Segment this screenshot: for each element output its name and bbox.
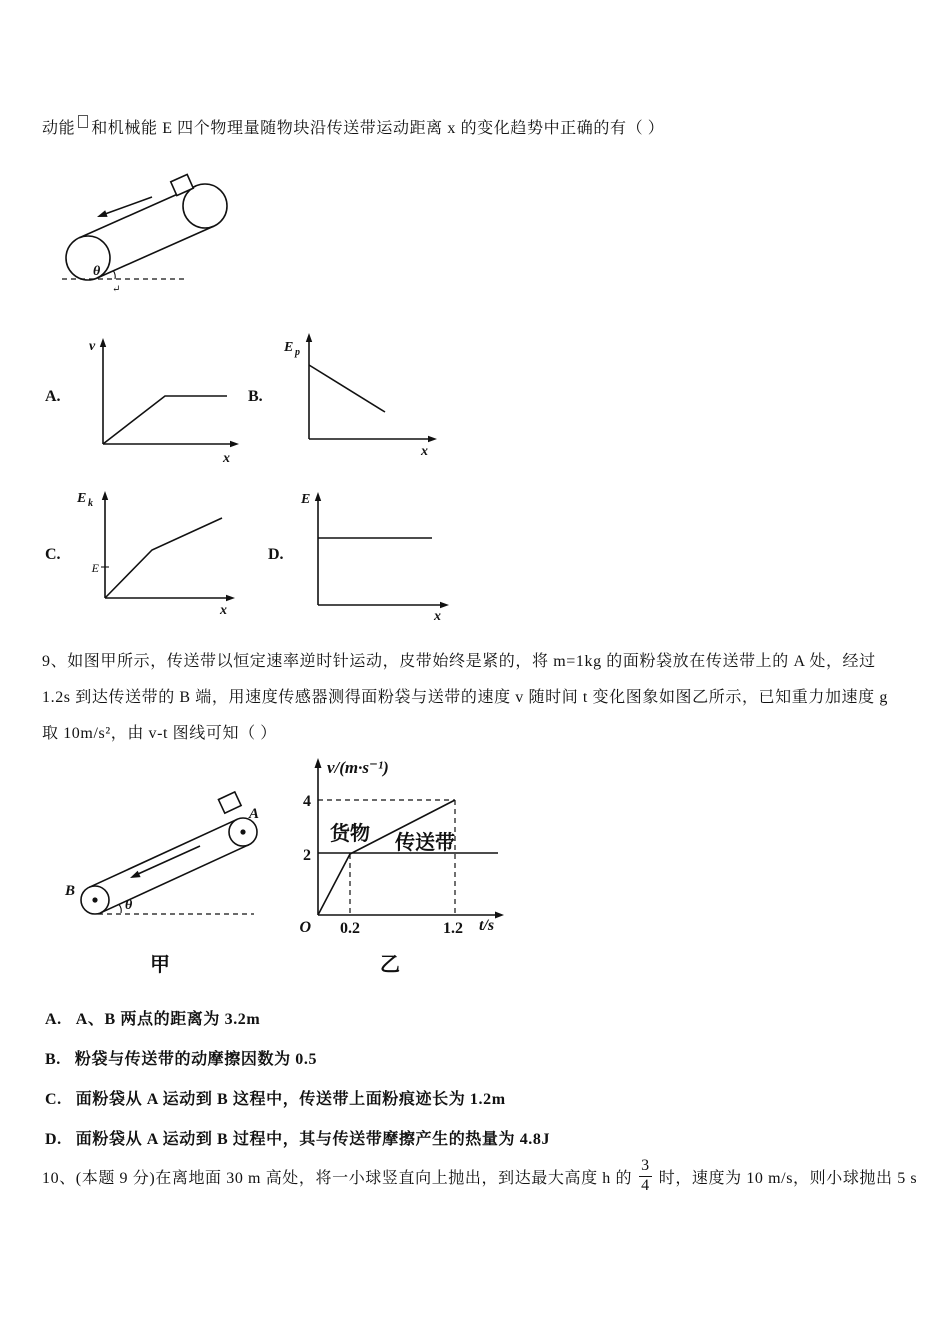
q9-option-c (45, 1086, 506, 1109)
x-axis-label: x (421, 444, 428, 459)
curve-ek-x (105, 518, 222, 598)
roller-b-axle (92, 897, 97, 902)
q8-stem-pre: 动能 (42, 120, 76, 137)
paragraph-return-mark: ↵ (112, 284, 121, 295)
q8-graph-b (283, 327, 448, 467)
point-a-label: A (249, 806, 260, 822)
q9-figure-jia (52, 782, 292, 947)
belt-lower-edge (101, 845, 249, 913)
q10-stem-post: 时，速度为 10 m/s，则小球抛出 5 s (658, 1169, 918, 1187)
y-axis-label: v/(m·s⁻¹) (327, 758, 389, 777)
y-tick-4: 4 (303, 793, 311, 810)
q8-stem-post: 和机械能 E 四个物理量随物块沿传送带运动距离 x 的变化趋势中正确的有（ ） (91, 120, 665, 137)
belt-series-label: 传送带 (395, 832, 455, 854)
q9-option-a-letter: A. (45, 1011, 62, 1028)
x-axis-arrowhead (230, 441, 239, 447)
q8-graph-a (85, 332, 250, 467)
belt-upper-edge (89, 819, 237, 887)
angle-arc (119, 905, 121, 914)
q10-stem-pre: 10、(本题 9 分)在离地面 30 m 高处，将一小球竖直向上抛出，到达最大高度 h 的 (42, 1169, 633, 1187)
theta-label: θ (93, 264, 101, 279)
y-axis-arrowhead (315, 492, 321, 501)
fraction-numerator: 3 (641, 1157, 650, 1175)
y-axis-label: E (301, 492, 311, 507)
q9-option-a (45, 1006, 260, 1029)
q9-option-c-text: 面粉袋从 A 运动到 B 这程中，传送带上面粉痕迹长为 1.2m (75, 1091, 506, 1108)
q9-option-a-text: A、B 两点的距离为 3.2m (75, 1011, 261, 1028)
q9-stem-line-3: 取 10m/s²，由 v-t 图线可知（ ） (42, 725, 277, 742)
q9-stem-line-1: 9、如图甲所示，传送带以恒定速率逆时针运动，皮带始终是紧的，将 m=1kg 的面粉袋放在传送带上的 A 处，经过 (42, 653, 876, 670)
q8-graph-d (295, 483, 465, 628)
q8-option-d-letter: D. (268, 546, 284, 563)
x-axis-label: x (220, 603, 227, 618)
x-axis-arrowhead (440, 602, 449, 608)
q10-stem (42, 1150, 917, 1202)
block-on-belt (171, 174, 194, 195)
bag-series-label: 货物 (330, 823, 370, 845)
q9-option-c-letter: C. (45, 1091, 62, 1108)
curve-v-x (103, 396, 227, 444)
missing-glyph-box (78, 115, 88, 128)
x-axis-arrowhead (428, 436, 437, 442)
x-tick-0-2: 0.2 (340, 920, 360, 937)
q9-stem-line-2: 1.2s 到达传送带的 B 端，用速度传感器测得面粉袋与送带的速度 v 随时间 t 变化图象如图乙所示，已知重力加速度 g (42, 689, 888, 706)
roller-left (66, 236, 110, 280)
q8-stem (42, 115, 664, 138)
point-b-label: B (65, 883, 76, 899)
y-axis-label-subscript: p (295, 347, 300, 358)
x-axis-arrowhead (226, 595, 235, 601)
q8-option-c-letter: C. (45, 546, 61, 563)
fraction-three-quarters (639, 1157, 652, 1195)
q9-option-b-text: 粉袋与传送带的动摩擦因数为 0.5 (74, 1051, 318, 1068)
x-axis-label: x (434, 609, 441, 624)
q9-option-d-letter: D. (45, 1131, 62, 1148)
y-axis-arrowhead (102, 491, 108, 500)
fraction-denominator: 4 (641, 1176, 650, 1194)
x-axis-label: t/s (479, 917, 495, 934)
q8-option-b-letter: B. (248, 388, 263, 405)
q9-option-b (45, 1046, 317, 1069)
y-axis-label: E (77, 491, 87, 506)
belt-lower-edge (97, 226, 214, 278)
belt-direction-arrowhead (130, 871, 141, 878)
y-axis-arrowhead (306, 333, 312, 342)
belt-direction-arrow (105, 197, 152, 214)
x-axis-arrowhead (495, 912, 504, 919)
belt-direction-arrowhead (97, 210, 108, 217)
x-tick-1-2: 1.2 (443, 920, 463, 937)
y-tick-2: 2 (303, 847, 311, 864)
y-axis-arrowhead (100, 338, 106, 347)
theta-label: θ (125, 898, 133, 913)
flour-bag-block (218, 792, 241, 813)
q9-figure-yi-vt-graph (283, 748, 523, 948)
q8-graph-c (75, 483, 255, 623)
figure-jia-caption: 甲 (150, 954, 170, 976)
curve-ep-x (309, 365, 385, 412)
y-tick-label: E (91, 561, 99, 575)
q9-option-d (45, 1126, 550, 1149)
q8-conveyor-figure (52, 165, 282, 300)
figure-yi-caption: 乙 (380, 954, 400, 976)
y-axis-label: v (89, 339, 96, 354)
x-axis-label: x (223, 451, 230, 466)
y-axis-arrowhead (315, 758, 322, 768)
origin-label: O (299, 919, 311, 936)
y-axis-label-subscript: k (88, 498, 93, 509)
roller-a-axle (240, 829, 245, 834)
q9-option-b-letter: B. (45, 1051, 61, 1068)
bag-speed-line (318, 800, 455, 915)
q8-option-a-letter: A. (45, 388, 61, 405)
y-axis-label: E (284, 340, 294, 355)
q9-option-d-text: 面粉袋从 A 运动到 B 过程中，其与传送带摩擦产生的热量为 4.8J (75, 1131, 551, 1148)
angle-arc (113, 271, 115, 279)
